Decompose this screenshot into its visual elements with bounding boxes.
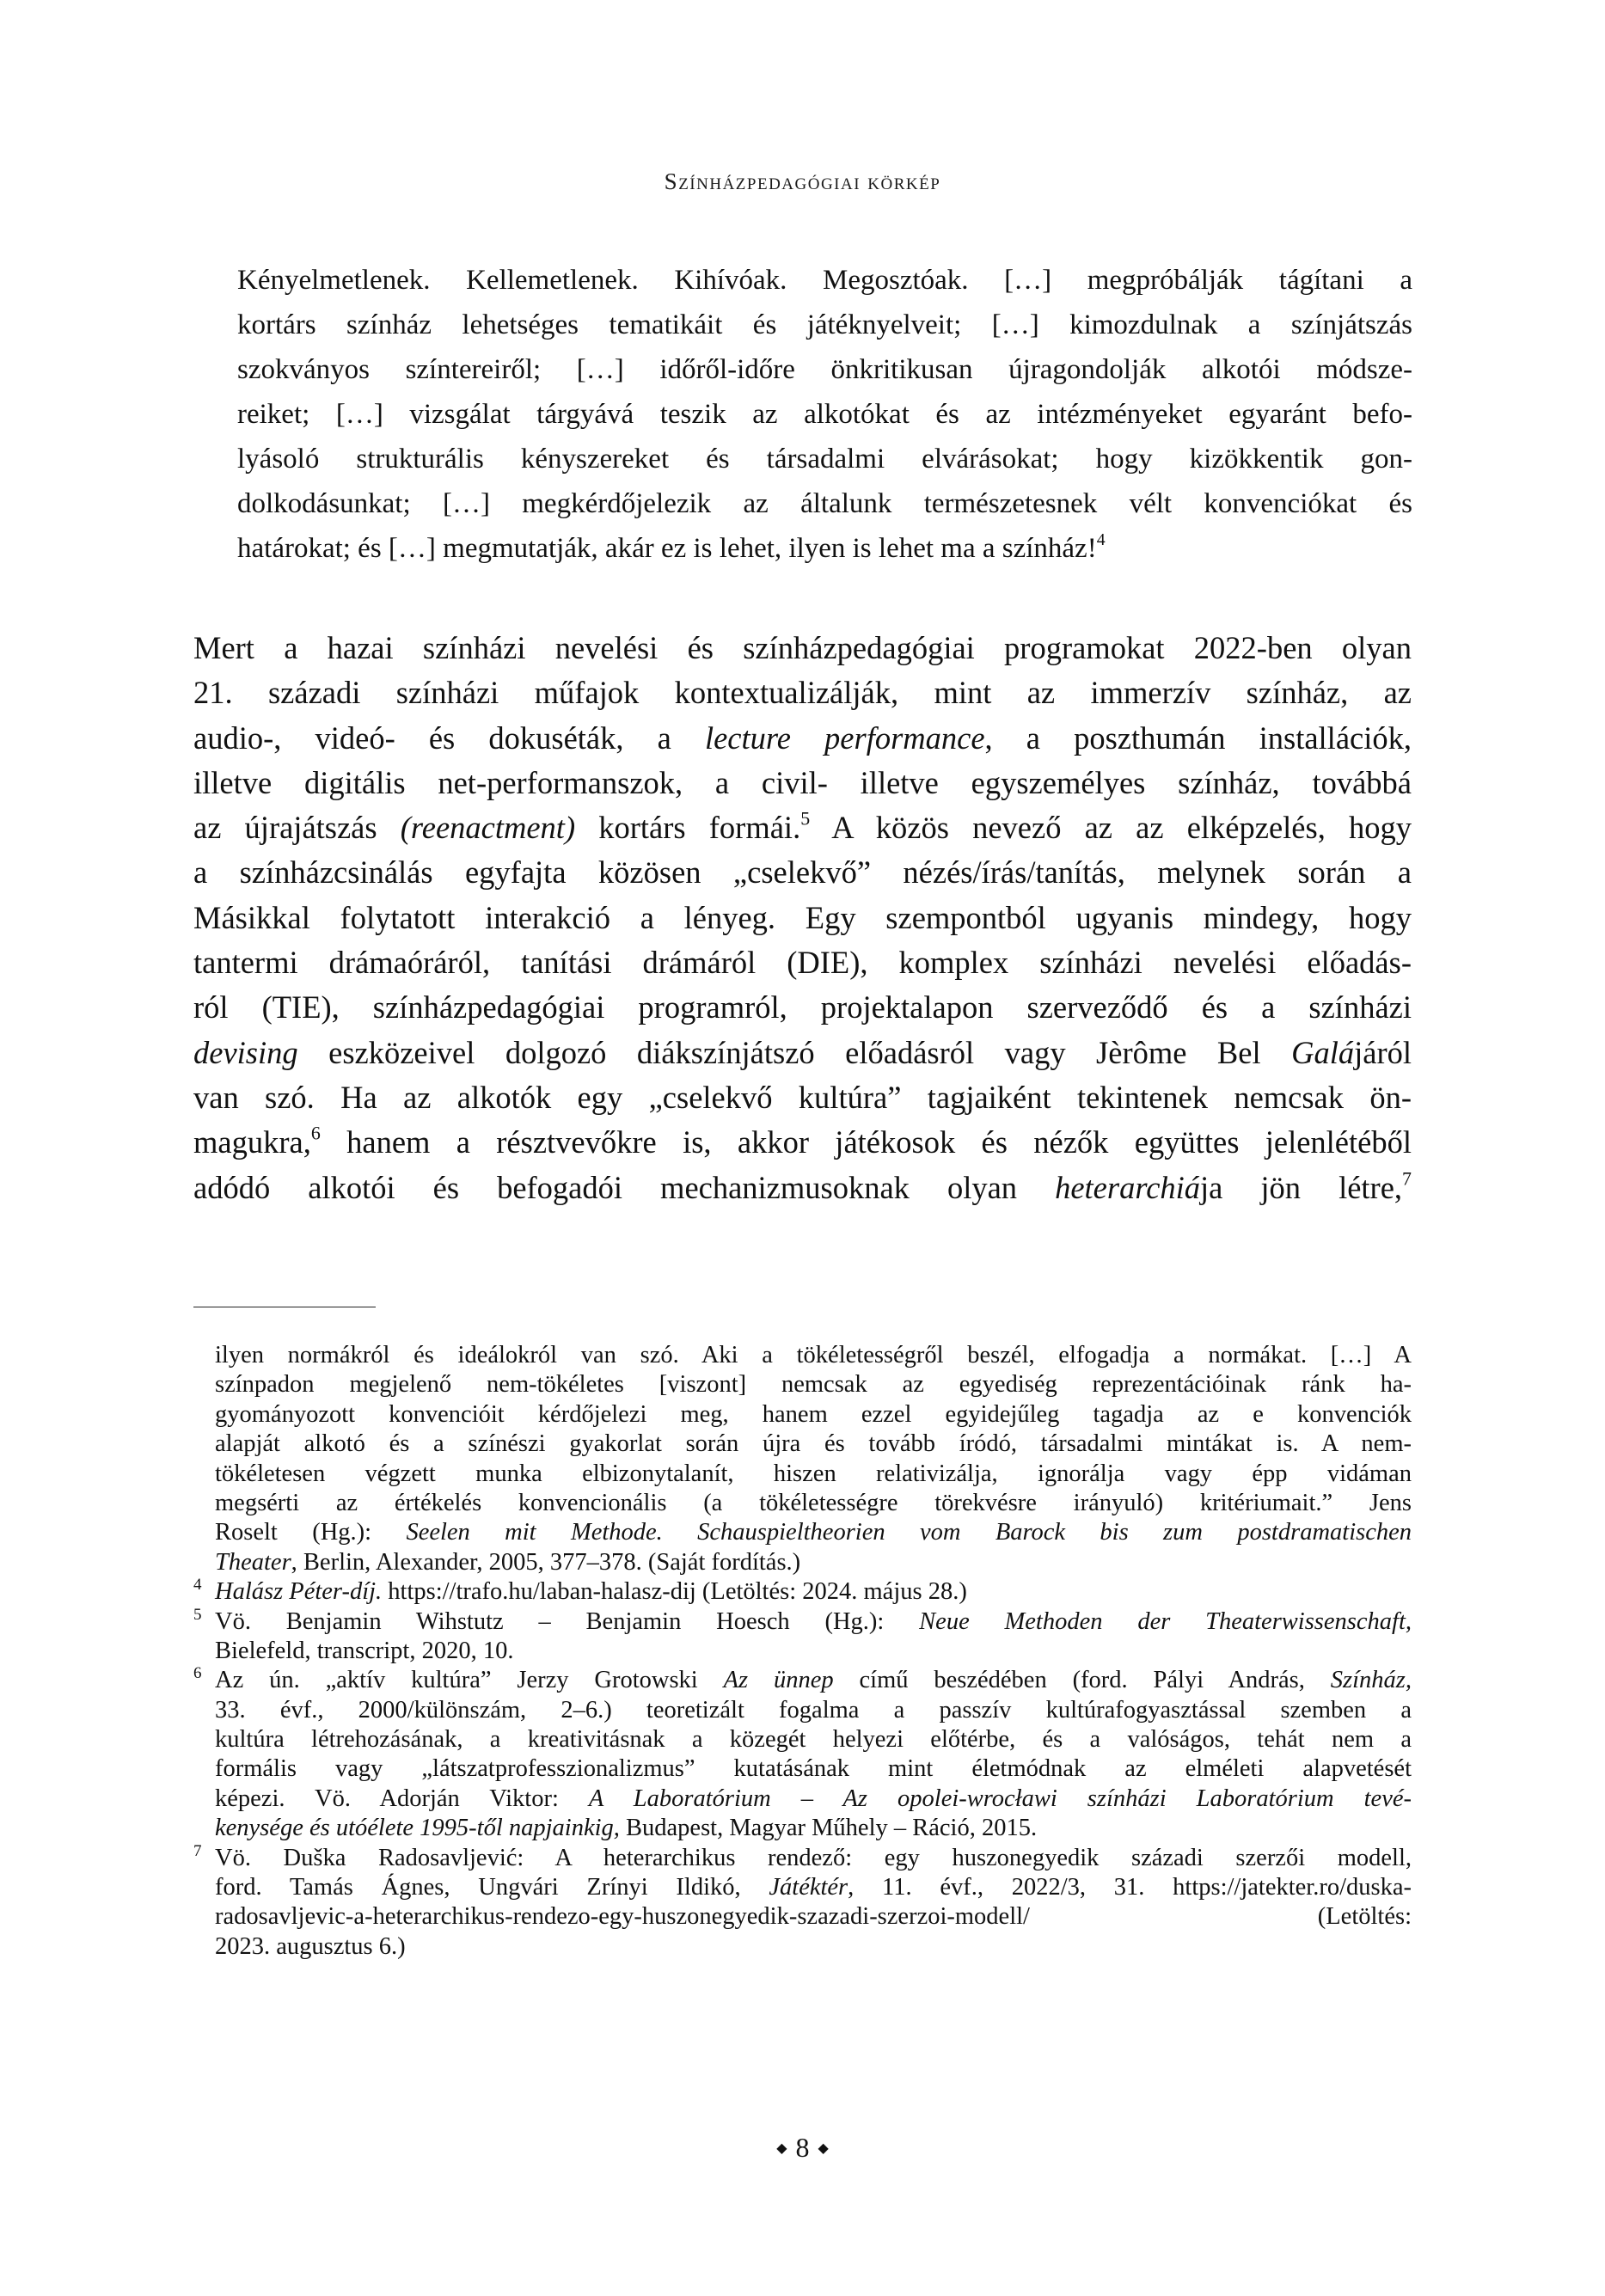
text-run: illetve digitális net-performanszok, a civil- illetve egyszemélyes színház, továbbá bbox=[193, 764, 1412, 800]
text-run: szokványos színtereiről; […] időről-időre önkritikusan újragondolják alkotói módsze- bbox=[237, 354, 1412, 385]
text-line bbox=[215, 1785, 1412, 1814]
italic-text: Az ünnep bbox=[723, 1667, 834, 1694]
text-run: kortárs színház lehetséges tematikáit és játéknyelveit; […] kimozdulnak a színjátszás bbox=[237, 309, 1412, 340]
text-line bbox=[215, 1370, 1412, 1399]
text-line bbox=[237, 347, 1412, 392]
text-run: kortárs formái. bbox=[575, 810, 801, 846]
page-number-value: 8 bbox=[795, 2132, 810, 2163]
text-run: 2023. augusztus 6.) bbox=[215, 1932, 406, 1960]
text-run: megsérti az értékelés konvencionális (a tökéletességre törekvésre irányuló) kritériumait.” Jens bbox=[215, 1489, 1412, 1516]
text-run: ról (TIE), színházpedagógiai programról, projektalapon szerveződő és a színházi bbox=[193, 989, 1412, 1026]
footnote-ref: 7 bbox=[1402, 1167, 1412, 1190]
text-run: című beszédében (ford. Pályi András, bbox=[833, 1667, 1331, 1694]
text-run: gyományozott konvencióit kérdőjelezi meg, hanem ezzel egyidejűleg tagadja az e konvenciók bbox=[215, 1400, 1412, 1428]
text-run: tantermi drámaóráról, tanítási drámáról (DIE), komplex színházi nevelési előadás- bbox=[193, 945, 1412, 981]
ornament-right-icon: ◆ bbox=[818, 2141, 829, 2156]
text-line bbox=[193, 985, 1412, 1030]
footnote-number: 7 bbox=[193, 1841, 202, 1860]
text-run: formális vagy „látszatprofesszionalizmus” kutatásának mint életmódnak az elméleti alapvetését bbox=[215, 1755, 1412, 1783]
text-line bbox=[215, 1460, 1412, 1489]
text-run: dolkodásunkat; […] megkérdőjelezik az általunk természetesnek vélt konvenciókat és bbox=[237, 488, 1412, 519]
footnote-number: 6 bbox=[193, 1664, 202, 1683]
text-run: hanem a résztvevőkre is, akkor játékosok és nézők együttes jelenlétéből bbox=[320, 1124, 1412, 1160]
text-run: Másikkal folytatott interakció a lényeg. Egy szempontból ugyanis mindegy, hogy bbox=[193, 899, 1412, 935]
text-line bbox=[215, 1400, 1412, 1430]
text-line bbox=[193, 670, 1412, 715]
text-run: Roselt (Hg.): bbox=[215, 1519, 407, 1546]
footnote-list bbox=[193, 1576, 1412, 1962]
footnote-ref: 5 bbox=[800, 807, 811, 830]
text-run: adódó alkotói és befogadói mechanizmusoknak olyan bbox=[193, 1169, 1056, 1205]
text-run: Mert a hazai színházi nevelési és színházpedagógiai programokat 2022-ben olyan bbox=[193, 630, 1412, 665]
text-line bbox=[215, 1341, 1412, 1370]
block-quote bbox=[237, 258, 1412, 571]
italic-text: heterarchiá bbox=[1055, 1169, 1201, 1205]
text-line bbox=[237, 437, 1412, 481]
footnote-4 bbox=[193, 1576, 1412, 1607]
text-line bbox=[215, 1489, 1412, 1518]
text-run: , 11. évf., 2022/3, 31. https://jatekter.ro/duska- bbox=[848, 1874, 1412, 1901]
footnote-number: 4 bbox=[193, 1576, 202, 1595]
footnote-ref: 6 bbox=[310, 1122, 321, 1144]
text-line bbox=[193, 761, 1412, 805]
text-run: határokat; és […] megmutatják, akár ez is lehet, ilyen is lehet ma a színház! bbox=[237, 533, 1097, 564]
text-run: 33. évf., 2000/különszám, 2–6.) teoretizált fogalma a passzív kultúrafogyasztással szemben a bbox=[215, 1696, 1412, 1724]
text-run: magukra, bbox=[193, 1124, 311, 1160]
text-run: Vö. Duška Radosavljević: A heterarchikus rendező: egy huszonegyedik századi szerzői modell, bbox=[215, 1844, 1412, 1871]
footnote-continued bbox=[215, 1341, 1412, 1577]
text-run: https://trafo.hu/laban-halasz-dij (Letöltés: 2024. május 28.) bbox=[382, 1578, 967, 1606]
text-line bbox=[193, 1031, 1412, 1075]
text-run: ilyen normákról és ideálokról van szó. Aki a tökéletességről beszél, elfogadja a normákat. […] A bbox=[215, 1342, 1412, 1368]
text-line bbox=[237, 392, 1412, 437]
text-line bbox=[237, 481, 1412, 526]
text-line bbox=[193, 1120, 1412, 1165]
text-run: tökéletesen végzett munka elbizonytalanít, hiszen relativizálja, ignorálja vagy épp vidáman bbox=[215, 1460, 1412, 1487]
text-line bbox=[215, 1696, 1412, 1725]
text-line bbox=[193, 850, 1412, 895]
text-run: Bielefeld, transcript, 2020, 10. bbox=[215, 1637, 514, 1664]
text-line bbox=[215, 1548, 1412, 1577]
text-line bbox=[215, 1637, 1412, 1666]
text-run: ford. Tamás Ágnes, Ungvári Zrínyi Ildikó, bbox=[215, 1874, 769, 1901]
italic-text: kenysége és utóélete 1995-től napjainkig, bbox=[215, 1815, 620, 1842]
text-line bbox=[215, 1902, 1412, 1932]
text-run: alapját alkotó és a színészi gyakorlat során újra és tovább íródó, társadalmi mintákat is. A nem- bbox=[215, 1430, 1412, 1458]
footnotes bbox=[193, 1341, 1412, 1962]
text-line bbox=[193, 940, 1412, 985]
text-run: , Berlin, Alexander, 2005, 377–378. (Saját fordítás.) bbox=[291, 1548, 801, 1576]
text-run: ja jön létre, bbox=[1200, 1169, 1403, 1205]
footnote-7 bbox=[193, 1841, 1412, 1962]
page-number bbox=[0, 2132, 1605, 2164]
text-line bbox=[215, 1666, 1412, 1695]
text-run: van szó. Ha az alkotók egy „cselekvő kultúra” tagjaiként tekintenek nemcsak ön- bbox=[193, 1079, 1412, 1115]
italic-text: Theater bbox=[215, 1548, 291, 1576]
text-run: kultúra létrehozásának, a kreativitásnak a közegét helyezi előtérbe, és a valóságos, tehát nem a bbox=[215, 1726, 1412, 1754]
text-line bbox=[215, 1844, 1412, 1873]
text-line bbox=[193, 896, 1412, 940]
text-run: képezi. Vö. Adorján Viktor: bbox=[215, 1785, 589, 1812]
text-run: Az ún. „aktív kultúra” Jerzy Grotowski bbox=[215, 1667, 724, 1694]
text-line bbox=[193, 805, 1412, 850]
text-line bbox=[193, 716, 1412, 761]
text-run: A közös nevező az az elképzelés, hogy bbox=[810, 810, 1412, 846]
text-line bbox=[215, 1814, 1412, 1843]
italic-text: Játéktér bbox=[769, 1874, 848, 1901]
text-run: lyásoló strukturális kényszereket és társadalmi elvárásokat; hogy kizökkentik gon- bbox=[237, 444, 1412, 475]
italic-text: Halász Péter-díj. bbox=[215, 1578, 383, 1606]
text-run: járól bbox=[1354, 1034, 1412, 1070]
text-run: Budapest, Magyar Műhely – Ráció, 2015. bbox=[619, 1815, 1038, 1842]
text-run: a színházcsinálás egyfajta közösen „cselekvő” nézés/írás/tanítás, melynek során a bbox=[193, 854, 1412, 891]
text-line bbox=[215, 1518, 1412, 1547]
body-paragraph bbox=[193, 626, 1412, 1210]
text-line bbox=[237, 526, 1412, 571]
text-line bbox=[237, 303, 1412, 347]
text-run: 21. századi színházi műfajok kontextualizálják, mint az immerzív színház, az bbox=[193, 675, 1412, 711]
text-line bbox=[215, 1754, 1412, 1784]
footnote-6 bbox=[193, 1664, 1412, 1843]
italic-text: Színház, bbox=[1330, 1667, 1412, 1694]
italic-text: A Laboratórium – Az opolei-wrocławi színházi Laboratórium tevé- bbox=[588, 1785, 1412, 1812]
italic-text: Seelen mit Methode. Schauspieltheorien vom Barock bis zum postdramatischen bbox=[406, 1519, 1412, 1546]
text-run: audio-, videó- és dokuséták, a bbox=[193, 719, 705, 756]
text-line bbox=[215, 1932, 1412, 1962]
footnote-number: 5 bbox=[193, 1605, 202, 1624]
text-line bbox=[237, 258, 1412, 303]
text-line bbox=[193, 1075, 1412, 1120]
text-line bbox=[193, 626, 1412, 670]
text-run: Kényelmetlenek. Kellemetlenek. Kihívóak. Megosztóak. […] megpróbálják tágítani a bbox=[237, 265, 1412, 296]
italic-text: Galá bbox=[1291, 1034, 1355, 1070]
text-line bbox=[215, 1725, 1412, 1754]
running-head: Színházpedagógiai körkép bbox=[664, 168, 941, 194]
text-run: az újrajátszás bbox=[193, 810, 401, 846]
italic-text: devising bbox=[193, 1034, 298, 1070]
text-line bbox=[215, 1577, 1412, 1607]
footnote-5 bbox=[193, 1605, 1412, 1667]
ornament-left-icon: ◆ bbox=[776, 2141, 787, 2156]
text-run: , a poszthumán installációk, bbox=[984, 719, 1412, 756]
text-line bbox=[215, 1873, 1412, 1902]
text-line bbox=[215, 1430, 1412, 1459]
text-run: Vö. Benjamin Wihstutz – Benjamin Hoesch (Hg.): bbox=[215, 1607, 920, 1635]
text-line bbox=[193, 1166, 1412, 1210]
italic-text: lecture performance bbox=[704, 719, 985, 756]
text-line bbox=[215, 1607, 1412, 1637]
text-run: színpadon megjelenő nem-tökéletes [viszont] nemcsak az egyediség reprezentációinak ránk ha- bbox=[215, 1371, 1412, 1399]
italic-text: (reenactment) bbox=[400, 810, 576, 846]
text-run: reiket; […] vizsgálat tárgyává teszik az alkotókat és az intézményeket egyaránt befo- bbox=[237, 399, 1412, 430]
text-run: radosavljevic-a-heterarchikus-rendezo-egy-huszonegyedik-szazadi-szerzoi-modell/ (Letöltés: bbox=[215, 1903, 1412, 1931]
text-run: eszközeivel dolgozó diákszínjátszó előadásról vagy Jèrôme Bel bbox=[297, 1034, 1292, 1070]
italic-text: Neue Methoden der Theaterwissenschaft, bbox=[919, 1607, 1412, 1635]
footnote-ref: 4 bbox=[1096, 530, 1106, 550]
